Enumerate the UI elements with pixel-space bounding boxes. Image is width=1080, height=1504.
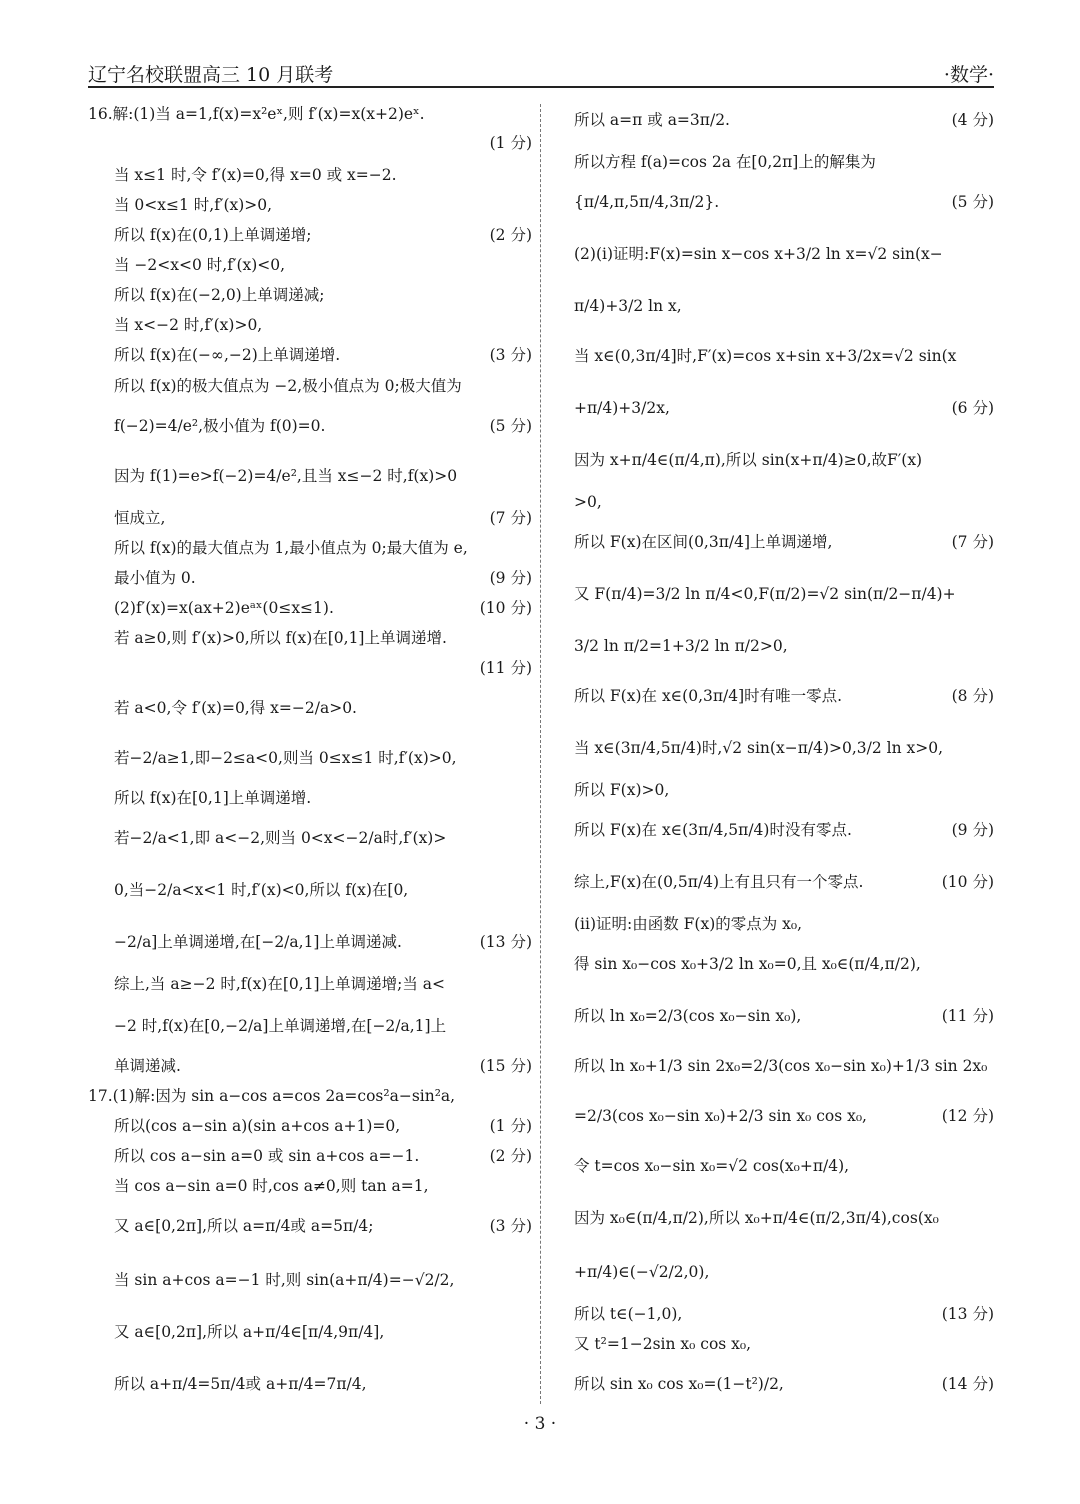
solution-text: 单调递减.: [114, 1057, 181, 1075]
solution-text: 所以 F(x)在区间(0,3π/4]上单调递增,: [574, 533, 833, 551]
solution-text: 若 a<0,令 f′(x)=0,得 x=−2/a>0.: [114, 699, 357, 717]
solution-text: 恒成立,: [114, 509, 166, 527]
solution-text: 当 cos a−sin a=0 时,cos a≠0,则 tan a=1,: [114, 1177, 429, 1195]
solution-text: +π/4)∈(−√2/2,0),: [574, 1263, 710, 1281]
solution-text: 因为 x+π/4∈(π/4,π),所以 sin(x+π/4)≥0,故F′(x): [574, 451, 923, 469]
score-label: (3 分): [489, 346, 532, 364]
solution-text: 所以 F(x)在 x∈(3π/4,5π/4)时没有零点.: [574, 821, 852, 839]
solution-text: 所以 a=π 或 a=3π/2.: [574, 111, 730, 129]
solution-text: 综上,F(x)在(0,5π/4)上有且只有一个零点.: [574, 873, 864, 891]
solution-text: (2)f′(x)=x(ax+2)eᵃˣ(0≤x≤1).: [114, 599, 334, 617]
score-label: (5 分): [951, 193, 994, 211]
solution-text: −2 时,f(x)在[0,−2/a]上单调递增,在[−2/a,1]上: [114, 1017, 447, 1035]
score-label: (7 分): [489, 509, 532, 527]
solution-text: 当 −2<x<0 时,f′(x)<0,: [114, 256, 286, 274]
solution-text: 所以 f(x)在(0,1)上单调递增;: [114, 226, 312, 244]
solution-text: >0,: [574, 493, 602, 511]
solution-text: 所以 F(x)在 x∈(0,3π/4]时有唯一零点.: [574, 687, 843, 705]
right-column: [574, 0, 994, 1504]
solution-text: +π/4)+3/2x,: [574, 399, 670, 417]
solution-text: 3/2 ln π/2=1+3/2 ln π/2>0,: [574, 637, 788, 655]
subject-label: ·数学·: [943, 64, 994, 86]
solution-text: 所以 f(x)在[0,1]上单调递增.: [114, 789, 312, 807]
left-column: [88, 0, 532, 1504]
solution-text: 所以 cos a−sin a=0 或 sin a+cos a=−1.: [114, 1147, 420, 1165]
score-label: (10 分): [941, 873, 994, 891]
solution-text: f(−2)=4/e²,极小值为 f(0)=0.: [114, 417, 326, 435]
score-label: (7 分): [951, 533, 994, 551]
score-label: (5 分): [489, 417, 532, 435]
solution-text: (ii)证明:由函数 F(x)的零点为 x₀,: [574, 915, 803, 933]
score-label: (2 分): [489, 1147, 532, 1165]
solution-text: 所以 f(x)在(−2,0)上单调递减;: [114, 286, 325, 304]
solution-text: 又 t²=1−2sin x₀ cos x₀,: [574, 1335, 752, 1353]
solution-text: 因为 f(1)=e>f(−2)=4/e²,且当 x≤−2 时,f(x)>0: [114, 467, 458, 485]
score-label: (11 分): [479, 659, 532, 677]
solution-text: 因为 x₀∈(π/4,π/2),所以 x₀+π/4∈(π/2,3π/4),cos(x₀: [574, 1209, 939, 1227]
score-label: (9 分): [951, 821, 994, 839]
solution-text: 当 x<−2 时,f′(x)>0,: [114, 316, 263, 334]
score-label: (14 分): [941, 1375, 994, 1393]
score-label: (11 分): [941, 1007, 994, 1025]
solution-text: 若−2/a<1,即 a<−2,则当 0<x<−2/a时,f′(x)>: [114, 829, 447, 847]
solution-text: 又 F(π/4)=3/2 ln π/4<0,F(π/2)=√2 sin(π/2−π/4)+: [574, 585, 956, 603]
solution-text: 若−2/a≥1,即−2≤a<0,则当 0≤x≤1 时,f′(x)>0,: [114, 749, 457, 767]
solution-text: 所以 F(x)>0,: [574, 781, 670, 799]
column-divider: [540, 104, 541, 1404]
solution-text: 17.(1)解:因为 sin a−cos a=cos 2a=cos²a−sin²a,: [88, 1087, 456, 1105]
solution-text: 所以方程 f(a)=cos 2a 在[0,2π]上的解集为: [574, 153, 876, 171]
solution-text: 综上,当 a≥−2 时,f(x)在[0,1]上单调递增;当 a<: [114, 975, 445, 993]
score-label: (15 分): [479, 1057, 532, 1075]
solution-text: 又 a∈[0,2π],所以 a=π/4或 a=5π/4;: [114, 1217, 374, 1235]
solution-text: −2/a]上单调递增,在[−2/a,1]上单调递减.: [114, 933, 402, 951]
score-label: (12 分): [941, 1107, 994, 1125]
solution-text: 所以(cos a−sin a)(sin a+cos a+1)=0,: [114, 1117, 401, 1135]
solution-text: 当 0<x≤1 时,f′(x)>0,: [114, 196, 273, 214]
score-label: (4 分): [951, 111, 994, 129]
solution-text: 所以 a+π/4=5π/4或 a+π/4=7π/4,: [114, 1375, 367, 1393]
score-label: (3 分): [489, 1217, 532, 1235]
solution-text: 所以 f(x)在(−∞,−2)上单调递增.: [114, 346, 341, 364]
score-label: (1 分): [489, 134, 532, 152]
score-label: (13 分): [479, 933, 532, 951]
solution-text: 若 a≥0,则 f′(x)>0,所以 f(x)在[0,1]上单调递增.: [114, 629, 447, 647]
solution-text: 所以 ln x₀+1/3 sin 2x₀=2/3(cos x₀−sin x₀)+1/3 sin 2x₀: [574, 1057, 988, 1075]
solution-text: 最小值为 0.: [114, 569, 196, 587]
solution-text: 所以 ln x₀=2/3(cos x₀−sin x₀),: [574, 1007, 802, 1025]
score-label: (2 分): [489, 226, 532, 244]
solution-text: 当 sin a+cos a=−1 时,则 sin(a+π/4)=−√2/2,: [114, 1271, 455, 1289]
solution-text: (2)(i)证明:F(x)=sin x−cos x+3/2 ln x=√2 sin(x−: [574, 245, 943, 263]
solution-text: 0,当−2/a<x<1 时,f′(x)<0,所以 f(x)在[0,: [114, 881, 409, 899]
score-label: (6 分): [951, 399, 994, 417]
solution-text: 当 x∈(0,3π/4]时,F′(x)=cos x+sin x+3/2x=√2 sin(x: [574, 347, 957, 365]
exam-title: 辽宁名校联盟高三 10 月联考: [88, 64, 334, 86]
solution-text: 所以 sin x₀ cos x₀=(1−t²)/2,: [574, 1375, 784, 1393]
solution-text: 所以 f(x)的最大值点为 1,最小值点为 0;最大值为 e,: [114, 539, 468, 557]
solution-text: {π/4,π,5π/4,3π/2}.: [574, 193, 720, 211]
solution-text: 当 x≤1 时,令 f′(x)=0,得 x=0 或 x=−2.: [114, 166, 397, 184]
score-label: (10 分): [479, 599, 532, 617]
solution-text: 16.解:(1)当 a=1,f(x)=x²eˣ,则 f′(x)=x(x+2)eˣ.: [88, 105, 425, 123]
score-label: (1 分): [489, 1117, 532, 1135]
solution-text: 所以 t∈(−1,0),: [574, 1305, 683, 1323]
solution-text: =2/3(cos x₀−sin x₀)+2/3 sin x₀ cos x₀,: [574, 1107, 867, 1125]
solution-text: 又 a∈[0,2π],所以 a+π/4∈[π/4,9π/4],: [114, 1323, 385, 1341]
solution-text: 令 t=cos x₀−sin x₀=√2 cos(x₀+π/4),: [574, 1157, 850, 1175]
page-number: · 3 ·: [523, 1414, 557, 1434]
score-label: (13 分): [941, 1305, 994, 1323]
solution-text: π/4)+3/2 ln x,: [574, 297, 682, 315]
score-label: (8 分): [951, 687, 994, 705]
score-label: (9 分): [489, 569, 532, 587]
solution-text: 当 x∈(3π/4,5π/4)时,√2 sin(x−π/4)>0,3/2 ln x>0,: [574, 739, 944, 757]
solution-text: 得 sin x₀−cos x₀+3/2 ln x₀=0,且 x₀∈(π/4,π/2),: [574, 955, 921, 973]
solution-text: 所以 f(x)的极大值点为 −2,极小值点为 0;极大值为: [114, 377, 462, 395]
